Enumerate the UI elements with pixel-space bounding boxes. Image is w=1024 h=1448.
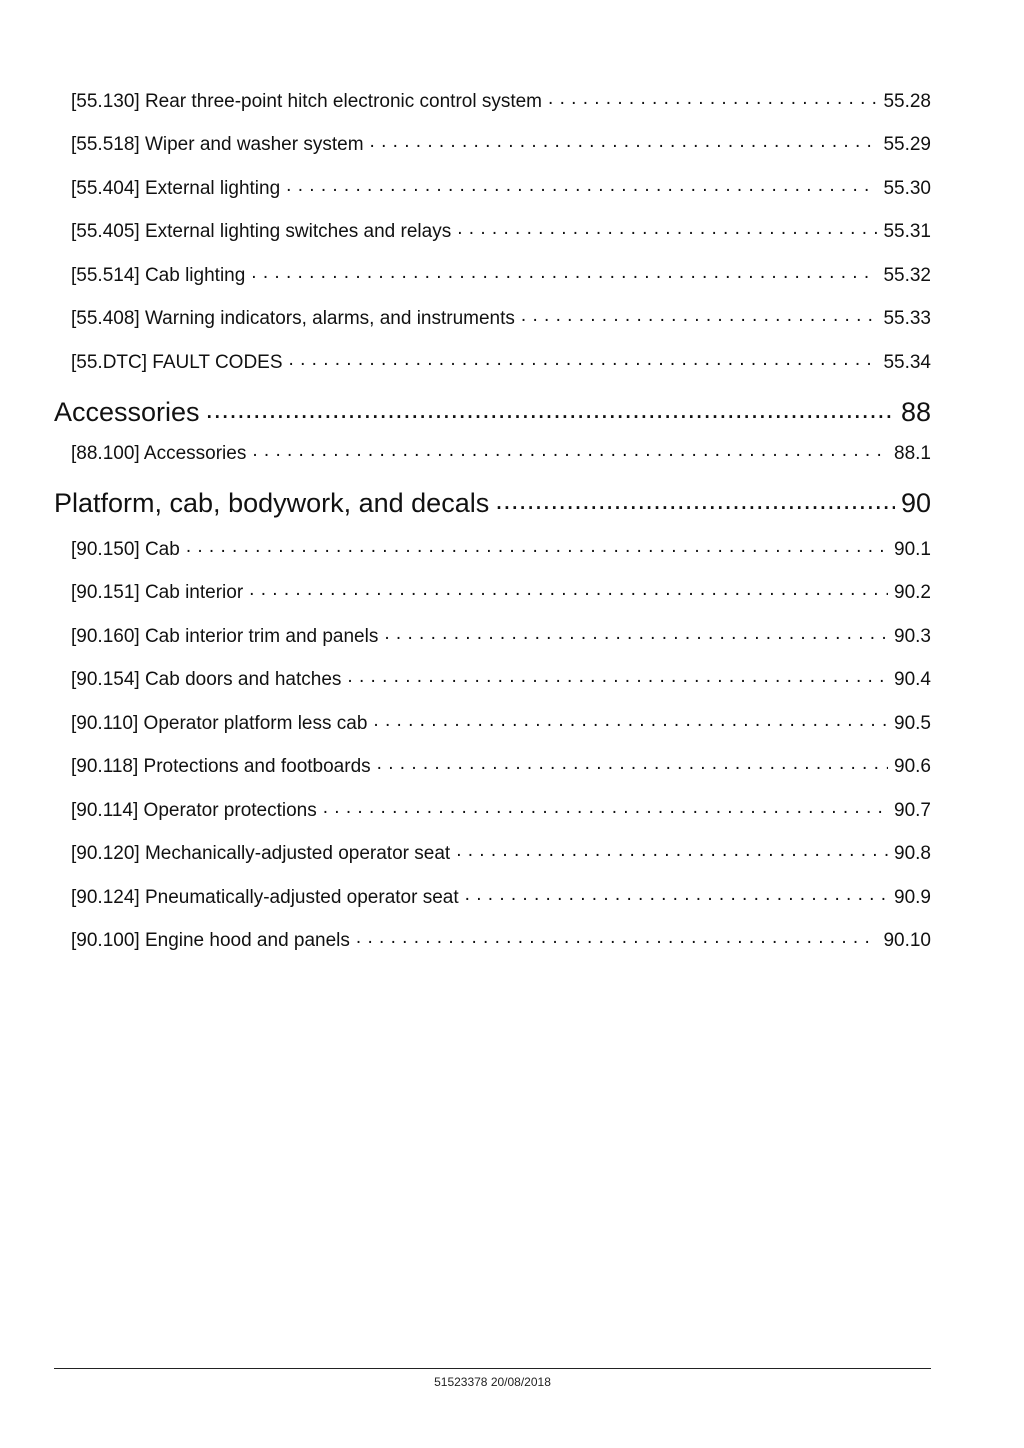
- toc-entry-label: [55.404] External lighting: [71, 178, 281, 199]
- leader-dots: [384, 623, 888, 642]
- toc-entry-label: [88.100] Accessories: [71, 443, 247, 464]
- toc-section-accessories[interactable]: [54, 394, 931, 428]
- toc-entry[interactable]: [71, 579, 931, 604]
- toc-entry-page: 55.30: [883, 178, 931, 199]
- toc-entry[interactable]: [71, 710, 931, 735]
- toc-entry-label: [55.518] Wiper and washer system: [71, 134, 364, 155]
- toc-entry[interactable]: [71, 797, 931, 822]
- toc-entry[interactable]: [71, 440, 931, 465]
- section-title: Platform, cab, bodywork, and decals: [54, 488, 490, 518]
- toc-entry-page: 90.6: [894, 756, 931, 777]
- toc-entry[interactable]: [71, 840, 931, 865]
- toc-entry-label: [90.120] Mechanically-adjusted operator seat: [71, 843, 451, 864]
- footer-divider: [54, 1368, 931, 1369]
- toc-entry-label: [55.130] Rear three-point hitch electronic control system: [71, 91, 543, 112]
- toc-entry-label: [90.160] Cab interior trim and panels: [71, 626, 379, 647]
- toc-entry-label: [90.110] Operator platform less cab: [71, 713, 368, 734]
- toc-entry-page: 90.3: [894, 626, 931, 647]
- toc-entry[interactable]: [71, 666, 931, 691]
- toc-entry[interactable]: [71, 305, 931, 330]
- section-title: Accessories: [54, 397, 200, 427]
- toc-entry[interactable]: [71, 623, 931, 648]
- leader-dots: [548, 88, 877, 107]
- leader-dots: [373, 710, 888, 729]
- toc-entry-label: [55.405] External lighting switches and relays: [71, 221, 452, 242]
- leader-dots: [457, 218, 877, 237]
- toc-entry-page: 90.8: [894, 843, 931, 864]
- toc-entry-label: [55.408] Warning indicators, alarms, and instruments: [71, 308, 515, 329]
- toc-entry-page: 55.28: [883, 91, 931, 112]
- leader-dots: [251, 262, 877, 281]
- leader-dots: [465, 884, 888, 903]
- toc-entry-label: [90.118] Protections and footboards: [71, 756, 371, 777]
- toc-entry[interactable]: [71, 349, 931, 374]
- toc-entry-label: [90.114] Operator protections: [71, 800, 317, 821]
- toc-entry[interactable]: [71, 175, 931, 200]
- leader-dots: [495, 485, 895, 512]
- toc-entry-page: 90.4: [894, 669, 931, 690]
- toc-entry-label: [90.151] Cab interior: [71, 582, 244, 603]
- leader-dots: [370, 131, 878, 150]
- leader-dots: [286, 175, 877, 194]
- toc-entry[interactable]: [71, 218, 931, 243]
- leader-dots: [186, 536, 888, 555]
- footer-doc-id-date: 51523378 20/08/2018: [434, 1375, 551, 1389]
- toc-entry-page: 55.34: [883, 352, 931, 373]
- section-page: 90: [900, 488, 931, 518]
- toc-entry-label: [90.150] Cab: [71, 539, 180, 560]
- toc-entry[interactable]: [71, 884, 931, 909]
- toc-entry-page: 88.1: [894, 443, 931, 464]
- toc-entry[interactable]: [71, 927, 931, 952]
- toc-entry[interactable]: [71, 88, 931, 113]
- toc-entry[interactable]: [71, 753, 931, 778]
- toc-entry-page: 55.32: [883, 265, 931, 286]
- toc-entry-page: 90.2: [894, 582, 931, 603]
- leader-dots: [249, 579, 888, 598]
- toc-entry[interactable]: [71, 536, 931, 561]
- toc-section-platform[interactable]: [54, 485, 931, 519]
- leader-dots: [356, 927, 878, 946]
- toc-entry-label: [55.514] Cab lighting: [71, 265, 246, 286]
- leader-dots: [347, 666, 888, 685]
- toc-entry-label: [90.100] Engine hood and panels: [71, 930, 350, 951]
- leader-dots: [252, 440, 888, 459]
- section-page: 88: [900, 397, 931, 427]
- toc-entry[interactable]: [71, 262, 931, 287]
- leader-dots: [456, 840, 888, 859]
- leader-dots: [521, 305, 878, 324]
- leader-dots: [289, 349, 878, 368]
- leader-dots: [323, 797, 888, 816]
- toc-entry-page: 90.1: [894, 539, 931, 560]
- toc-entry-page: 90.5: [894, 713, 931, 734]
- toc-entry-page: 55.33: [883, 308, 931, 329]
- toc-entry-page: 90.10: [883, 930, 931, 951]
- toc-entry-label: [55.DTC] FAULT CODES: [71, 352, 283, 373]
- leader-dots: [206, 394, 895, 421]
- toc-entry-label: [90.154] Cab doors and hatches: [71, 669, 342, 690]
- toc-entry-page: 90.7: [894, 800, 931, 821]
- toc-entry[interactable]: [71, 131, 931, 156]
- toc-entry-label: [90.124] Pneumatically-adjusted operator seat: [71, 887, 459, 908]
- toc-entry-page: 90.9: [894, 887, 931, 908]
- toc-entry-page: 55.31: [883, 221, 931, 242]
- leader-dots: [377, 753, 888, 772]
- toc-entry-page: 55.29: [883, 134, 931, 155]
